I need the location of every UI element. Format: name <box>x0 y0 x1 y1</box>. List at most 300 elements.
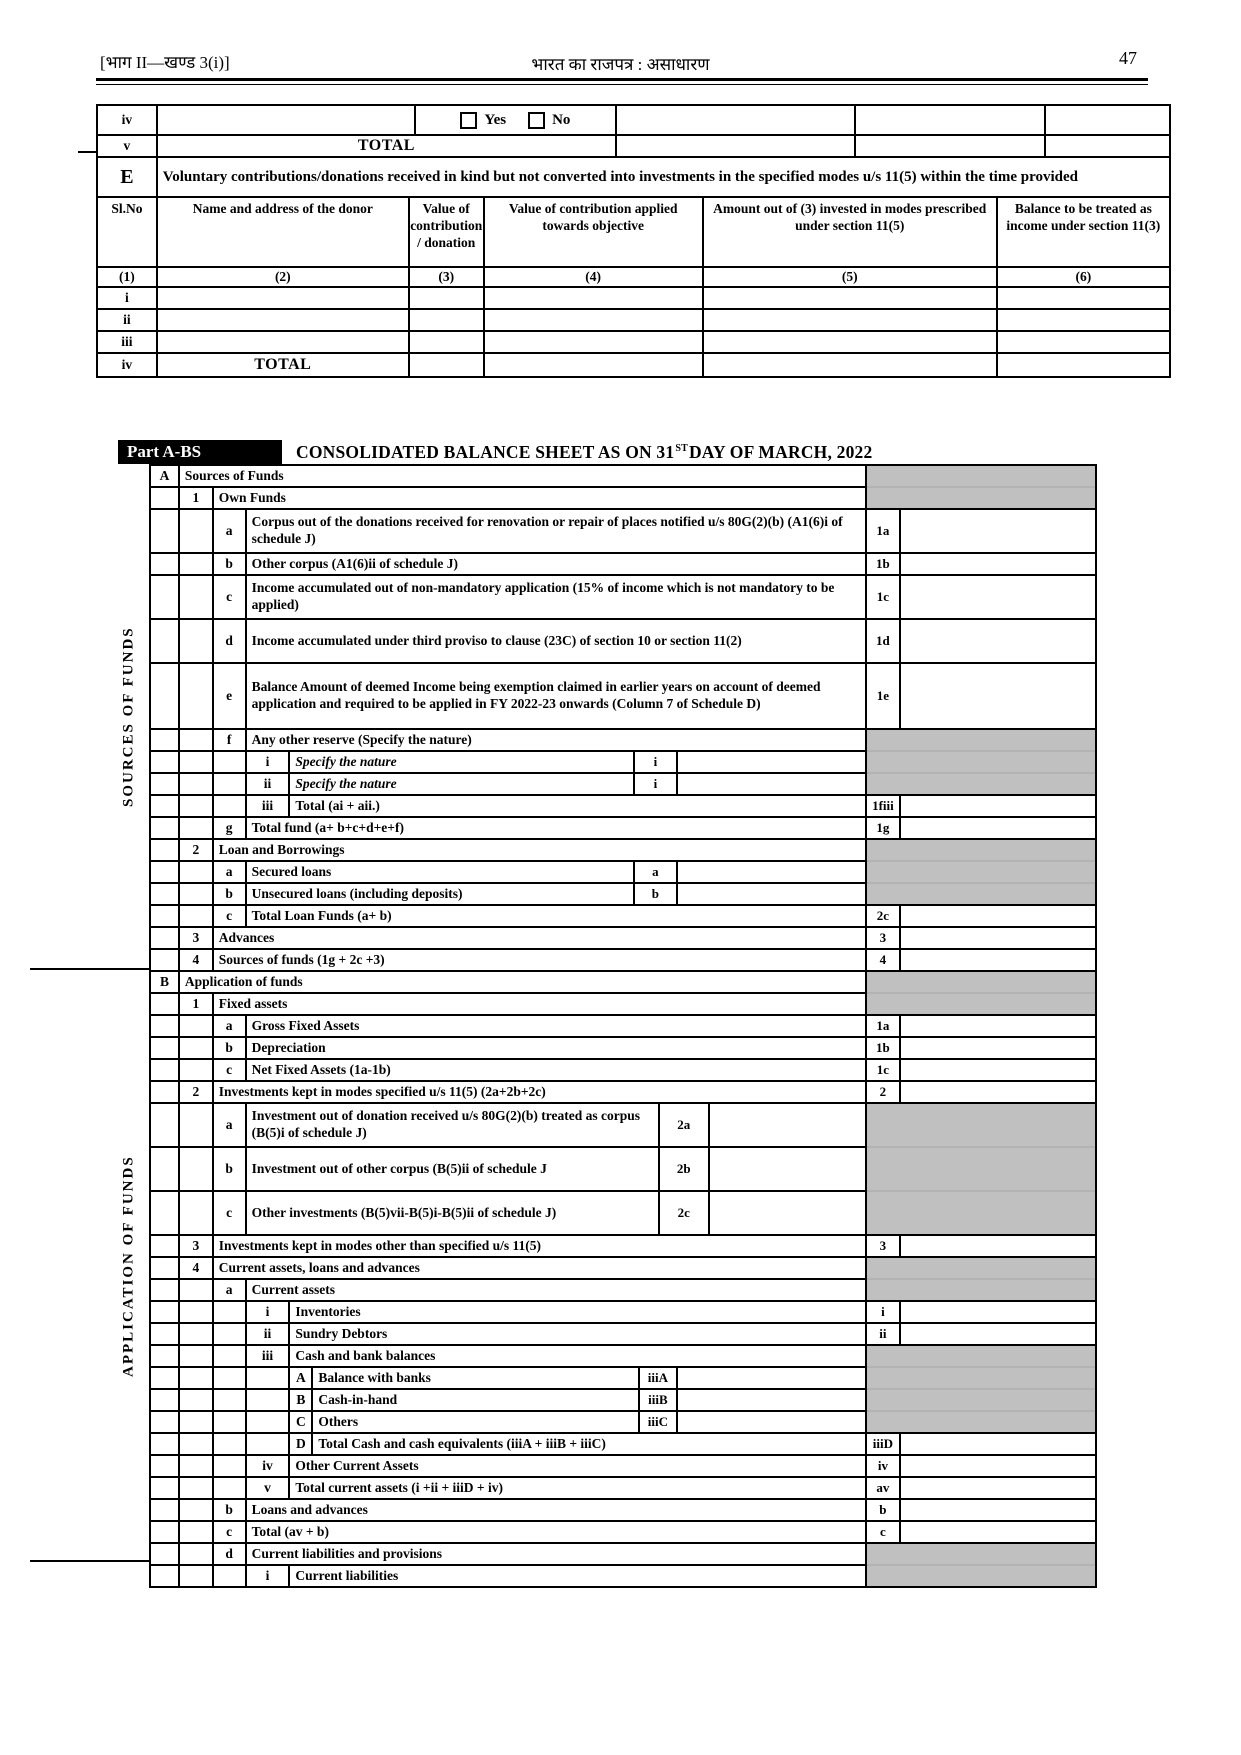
grid-cell <box>180 1016 214 1038</box>
value-cell <box>901 906 1095 928</box>
gray-cell <box>867 1368 1095 1390</box>
level-key: a <box>214 1016 247 1038</box>
grid-cell <box>180 1368 214 1390</box>
balance-sheet-table <box>149 464 1097 1588</box>
row-code: 4 <box>867 950 901 972</box>
value-cell <box>678 752 867 774</box>
column-number: (2) <box>158 268 410 288</box>
header-gazette-title: भारत का राजपत्र : असाधारण <box>531 55 710 74</box>
gray-cell <box>867 730 1095 752</box>
column-header: Balance to be treated as income under section 11(3) <box>998 198 1169 268</box>
grid-cell <box>180 664 214 730</box>
yes-checkbox-label: Yes <box>484 111 507 128</box>
title-suffix: DAY OF MARCH, 2022 <box>688 441 873 462</box>
grid-cell <box>180 1566 214 1586</box>
column-number: (1) <box>98 268 158 288</box>
inner-code: 2a <box>660 1104 710 1148</box>
value-cell <box>710 1192 867 1236</box>
gray-cell <box>867 994 1095 1016</box>
value-cell <box>901 1324 1095 1346</box>
grid-cell <box>247 1434 291 1456</box>
grid-cell <box>151 1390 180 1412</box>
row-code: 1b <box>867 554 901 576</box>
empty-cell <box>998 354 1169 376</box>
row-code: 3 <box>867 1236 901 1258</box>
value-cell <box>901 554 1095 576</box>
empty-cell <box>617 136 856 158</box>
row-description: Specify the nature <box>290 774 635 796</box>
grid-cell <box>151 510 180 554</box>
empty-cell <box>704 332 998 354</box>
row-description: Current assets, loans and advances <box>214 1258 867 1280</box>
value-cell <box>901 1038 1095 1060</box>
inner-code: 2c <box>660 1192 710 1236</box>
no-checkbox <box>528 112 545 129</box>
grid-cell <box>214 1434 247 1456</box>
column-header: Sl.No <box>98 198 158 268</box>
column-header: Name and address of the donor <box>158 198 410 268</box>
side-label-sources-of-funds: SOURCES OF FUNDS <box>120 626 137 808</box>
level-key: i <box>247 1302 291 1324</box>
empty-cell <box>485 288 704 310</box>
row-code: 3 <box>867 928 901 950</box>
grid-cell <box>180 1192 214 1236</box>
grid-cell <box>180 818 214 840</box>
value-cell <box>678 1390 867 1412</box>
empty-cell <box>704 288 998 310</box>
row-description: Loans and advances <box>247 1500 867 1522</box>
empty-cell <box>158 332 410 354</box>
grid-cell <box>151 1016 180 1038</box>
row-code: 1a <box>867 510 901 554</box>
level-key: ii <box>247 1324 291 1346</box>
inner-code: a <box>635 862 678 884</box>
empty-cell <box>410 332 485 354</box>
row-description: Cash and bank balances <box>290 1346 867 1368</box>
grid-cell <box>151 796 180 818</box>
grid-cell <box>151 840 180 862</box>
inner-code: 2b <box>660 1148 710 1192</box>
row-sl: ii <box>98 310 158 332</box>
empty-cell <box>1046 106 1169 136</box>
gray-cell <box>867 1258 1095 1280</box>
level-key: g <box>214 818 247 840</box>
row-description: Investments kept in modes other than specified u/s 11(5) <box>214 1236 867 1258</box>
yes-checkbox <box>460 112 477 129</box>
level-key: 1 <box>180 488 214 510</box>
value-cell <box>710 1148 867 1192</box>
column-number: (3) <box>410 268 485 288</box>
value-cell <box>901 620 1095 664</box>
row-description: Secured loans <box>247 862 635 884</box>
level-key: iii <box>247 1346 291 1368</box>
empty-cell <box>158 310 410 332</box>
value-cell <box>710 1104 867 1148</box>
balance-sheet-title: CONSOLIDATED BALANCE SHEET AS ON 31 ST DAY OF MARCH, 2022 <box>296 441 873 462</box>
value-cell <box>901 1082 1095 1104</box>
column-number: (6) <box>998 268 1169 288</box>
yes-no-cell <box>416 106 617 136</box>
row-description: Total Cash and cash equivalents (iiiA + iiiB + iiiC) <box>313 1434 867 1456</box>
grid-cell <box>247 1390 291 1412</box>
value-cell <box>901 1236 1095 1258</box>
grid-cell <box>214 1346 247 1368</box>
grid-cell <box>151 730 180 752</box>
grid-cell <box>151 1478 180 1500</box>
row-description: Advances <box>214 928 867 950</box>
row-code: 2c <box>867 906 901 928</box>
empty-cell <box>158 106 416 136</box>
level-key: D <box>290 1434 313 1456</box>
inner-code: i <box>635 752 678 774</box>
part-a-bs-label: Part A-BS <box>118 440 282 464</box>
level-key: a <box>214 510 247 554</box>
row-description: Sources of Funds <box>180 466 867 488</box>
grid-cell <box>214 1368 247 1390</box>
grid-cell <box>180 576 214 620</box>
level-key: B <box>151 972 180 994</box>
row-description: Other investments (B(5)vii-B(5)i-B(5)ii of schedule J) <box>247 1192 660 1236</box>
row-description: Own Funds <box>214 488 867 510</box>
value-cell <box>901 1500 1095 1522</box>
row-description: Sundry Debtors <box>290 1324 867 1346</box>
gray-cell <box>867 1192 1095 1236</box>
empty-cell <box>704 310 998 332</box>
grid-cell <box>180 1148 214 1192</box>
header-part-section: [भाग II—खण्ड 3(i)] <box>100 53 230 72</box>
gray-cell <box>867 1280 1095 1302</box>
grid-cell <box>180 510 214 554</box>
row-code: 1b <box>867 1038 901 1060</box>
value-cell <box>901 1302 1095 1324</box>
grid-cell <box>247 1368 291 1390</box>
level-key: f <box>214 730 247 752</box>
column-number: (4) <box>485 268 704 288</box>
grid-cell <box>180 620 214 664</box>
row-sl: i <box>98 288 158 310</box>
row-description: Sources of funds (1g + 2c +3) <box>214 950 867 972</box>
level-key: B <box>290 1390 313 1412</box>
row-sl: iv <box>98 354 158 376</box>
grid-cell <box>214 1390 247 1412</box>
gray-cell <box>867 884 1095 906</box>
row-description: Current liabilities and provisions <box>247 1544 867 1566</box>
column-header: Value of contribution/ donation <box>410 198 485 268</box>
grid-cell <box>180 1522 214 1544</box>
value-cell <box>901 1456 1095 1478</box>
row-code: 1c <box>867 576 901 620</box>
empty-cell <box>485 332 704 354</box>
no-checkbox-label: No <box>552 111 571 128</box>
grid-cell <box>151 1500 180 1522</box>
grid-cell <box>151 774 180 796</box>
row-code: 1g <box>867 818 901 840</box>
level-key: iv <box>247 1456 291 1478</box>
empty-cell <box>998 332 1169 354</box>
grid-cell <box>151 1346 180 1368</box>
row-code: 1d <box>867 620 901 664</box>
gray-cell <box>867 1104 1095 1148</box>
grid-cell <box>214 774 247 796</box>
gray-cell <box>867 466 1095 488</box>
row-sl: iii <box>98 332 158 354</box>
row-code: i <box>867 1302 901 1324</box>
grid-cell <box>151 1324 180 1346</box>
grid-cell <box>180 906 214 928</box>
empty-cell <box>485 310 704 332</box>
grid-cell <box>151 620 180 664</box>
grid-cell <box>180 774 214 796</box>
grid-cell <box>180 1060 214 1082</box>
value-cell <box>901 818 1095 840</box>
margin-tick-e <box>78 151 96 153</box>
level-key: c <box>214 1192 247 1236</box>
level-key: iii <box>247 796 291 818</box>
grid-cell <box>180 1038 214 1060</box>
gray-cell <box>867 972 1095 994</box>
grid-cell <box>214 1412 247 1434</box>
page-number: 47 <box>1119 48 1137 68</box>
grid-cell <box>151 1522 180 1544</box>
grid-cell <box>151 1038 180 1060</box>
grid-cell <box>180 554 214 576</box>
value-cell <box>678 774 867 796</box>
grid-cell <box>151 1258 180 1280</box>
row-description: Investment out of other corpus (B(5)ii of schedule J <box>247 1148 660 1192</box>
grid-cell <box>180 752 214 774</box>
grid-cell <box>214 1302 247 1324</box>
empty-cell <box>485 354 704 376</box>
level-key: a <box>214 1280 247 1302</box>
value-cell <box>901 664 1095 730</box>
level-key: a <box>214 862 247 884</box>
row-description: Income accumulated under third proviso to clause (23C) of section 10 or section 11(2) <box>247 620 867 664</box>
value-cell <box>901 1016 1095 1038</box>
grid-cell <box>151 1148 180 1192</box>
level-key: 3 <box>180 928 214 950</box>
grid-cell <box>151 1544 180 1566</box>
inner-code: iiiB <box>640 1390 678 1412</box>
grid-cell <box>180 1544 214 1566</box>
grid-cell <box>151 1236 180 1258</box>
grid-cell <box>247 1412 291 1434</box>
level-key: A <box>290 1368 313 1390</box>
row-description: Cash-in-hand <box>313 1390 640 1412</box>
level-key: c <box>214 906 247 928</box>
level-key: c <box>214 1522 247 1544</box>
total-label: TOTAL <box>158 136 617 158</box>
grid-cell <box>180 1500 214 1522</box>
level-key: v <box>247 1478 291 1500</box>
title-prefix: CONSOLIDATED BALANCE SHEET AS ON 31 <box>296 441 675 462</box>
value-cell <box>901 1060 1095 1082</box>
empty-cell <box>704 354 998 376</box>
grid-cell <box>180 884 214 906</box>
value-cell <box>901 1434 1095 1456</box>
inner-code: i <box>635 774 678 796</box>
value-cell <box>901 928 1095 950</box>
level-key: d <box>214 1544 247 1566</box>
side-label-application-of-funds: APPLICATION OF FUNDS <box>120 1155 137 1377</box>
row-code: iiiD <box>867 1434 901 1456</box>
level-key: ii <box>247 774 291 796</box>
row-description: Total fund (a+ b+c+d+e+f) <box>247 818 867 840</box>
row-description: Total current assets (i +ii + iiiD + iv) <box>290 1478 867 1500</box>
row-description: Gross Fixed Assets <box>247 1016 867 1038</box>
row-description: Corpus out of the donations received for renovation or repair of places notified u/s 80G(2)(b) (A1(6)i of schedule J) <box>247 510 867 554</box>
grid-cell <box>180 1104 214 1148</box>
level-key: a <box>214 1104 247 1148</box>
grid-cell <box>180 1346 214 1368</box>
level-key: C <box>290 1412 313 1434</box>
grid-cell <box>151 1368 180 1390</box>
gray-cell <box>867 1566 1095 1586</box>
grid-cell <box>214 1324 247 1346</box>
grid-cell <box>180 796 214 818</box>
row-code: c <box>867 1522 901 1544</box>
empty-cell <box>410 310 485 332</box>
row-code: 1c <box>867 1060 901 1082</box>
gray-cell <box>867 1390 1095 1412</box>
column-header: Amount out of (3) invested in modes prescribed under section 11(5) <box>704 198 998 268</box>
header-rule <box>96 78 1148 81</box>
gray-cell <box>867 1412 1095 1434</box>
value-cell <box>678 884 867 906</box>
row-code: 2 <box>867 1082 901 1104</box>
level-key: 2 <box>180 840 214 862</box>
row-description: Total (ai + aii.) <box>290 796 867 818</box>
row-description: Income accumulated out of non-mandatory application (15% of income which is not mandatory to be applied) <box>247 576 867 620</box>
inner-code: iiiA <box>640 1368 678 1390</box>
level-key: c <box>214 576 247 620</box>
grid-cell <box>151 554 180 576</box>
gray-cell <box>867 1346 1095 1368</box>
grid-cell <box>151 488 180 510</box>
level-key: 3 <box>180 1236 214 1258</box>
row-description: Investment out of donation received u/s 80G(2)(b) treated as corpus (B(5)i of schedule J) <box>247 1104 660 1148</box>
grid-cell <box>151 1456 180 1478</box>
level-key: b <box>214 884 247 906</box>
row-description: Specify the nature <box>290 752 635 774</box>
grid-cell <box>151 1082 180 1104</box>
grid-cell <box>180 1324 214 1346</box>
gray-cell <box>867 1544 1095 1566</box>
grid-cell <box>180 862 214 884</box>
row-description: Loan and Borrowings <box>214 840 867 862</box>
row-code: 1e <box>867 664 901 730</box>
empty-cell <box>158 288 410 310</box>
level-key: 4 <box>180 1258 214 1280</box>
empty-cell <box>856 136 1046 158</box>
row-description: Any other reserve (Specify the nature) <box>247 730 867 752</box>
value-cell <box>901 1522 1095 1544</box>
row-code: 1a <box>867 1016 901 1038</box>
level-key: A <box>151 466 180 488</box>
value-cell <box>901 576 1095 620</box>
level-key: 1 <box>180 994 214 1016</box>
row-description: Total Loan Funds (a+ b) <box>247 906 867 928</box>
row-description: Inventories <box>290 1302 867 1324</box>
grid-cell <box>151 862 180 884</box>
grid-cell <box>151 1060 180 1082</box>
row-sl: v <box>98 136 158 158</box>
row-description: Net Fixed Assets (1a-1b) <box>247 1060 867 1082</box>
grid-cell <box>214 1566 247 1586</box>
header-rule-thin <box>96 84 1148 85</box>
margin-tick-bottom <box>30 1560 149 1562</box>
grid-cell <box>151 884 180 906</box>
level-key: b <box>214 554 247 576</box>
value-cell <box>901 796 1095 818</box>
row-description: Balance with banks <box>313 1368 640 1390</box>
row-description: Application of funds <box>180 972 867 994</box>
level-key: c <box>214 1060 247 1082</box>
row-description: Depreciation <box>247 1038 867 1060</box>
column-header: Value of contribution applied towards objective <box>485 198 704 268</box>
row-description: Current assets <box>247 1280 867 1302</box>
empty-cell <box>1046 136 1169 158</box>
level-key: 2 <box>180 1082 214 1104</box>
column-number: (5) <box>704 268 998 288</box>
row-code: ii <box>867 1324 901 1346</box>
margin-tick-section-b <box>30 968 149 970</box>
row-description: Investments kept in modes specified u/s 11(5) (2a+2b+2c) <box>214 1082 867 1104</box>
level-key: d <box>214 620 247 664</box>
grid-cell <box>180 730 214 752</box>
grid-cell <box>151 1434 180 1456</box>
level-key: 4 <box>180 950 214 972</box>
grid-cell <box>151 576 180 620</box>
gray-cell <box>867 862 1095 884</box>
grid-cell <box>180 1390 214 1412</box>
grid-cell <box>151 664 180 730</box>
row-description: Balance Amount of deemed Income being exemption claimed in earlier years on account of deemed application and required to be applied in FY 2022-23 onwards (Column 7 of Schedule D) <box>247 664 867 730</box>
grid-cell <box>180 1412 214 1434</box>
empty-cell <box>856 106 1046 136</box>
row-sl: iv <box>98 106 158 136</box>
grid-cell <box>214 1456 247 1478</box>
grid-cell <box>151 818 180 840</box>
section-e-table <box>96 104 1171 378</box>
grid-cell <box>151 928 180 950</box>
value-cell <box>678 1412 867 1434</box>
grid-cell <box>180 1434 214 1456</box>
row-code: av <box>867 1478 901 1500</box>
gray-cell <box>867 752 1095 774</box>
grid-cell <box>151 752 180 774</box>
section-e-description: Voluntary contributions/donations received in kind but not converted into investments in the specified modes u/s 11(5) within the time provided <box>158 158 1169 198</box>
level-key: b <box>214 1038 247 1060</box>
value-cell <box>678 862 867 884</box>
empty-cell <box>617 106 856 136</box>
level-key: b <box>214 1148 247 1192</box>
grid-cell <box>151 1566 180 1586</box>
empty-cell <box>998 310 1169 332</box>
grid-cell <box>151 1412 180 1434</box>
level-key: e <box>214 664 247 730</box>
row-code: b <box>867 1500 901 1522</box>
grid-cell <box>180 1478 214 1500</box>
grid-cell <box>151 994 180 1016</box>
gray-cell <box>867 1148 1095 1192</box>
grid-cell <box>151 1302 180 1324</box>
row-description: Unsecured loans (including deposits) <box>247 884 635 906</box>
empty-cell <box>410 354 485 376</box>
inner-code: b <box>635 884 678 906</box>
grid-cell <box>151 1280 180 1302</box>
empty-cell <box>998 288 1169 310</box>
empty-cell <box>410 288 485 310</box>
